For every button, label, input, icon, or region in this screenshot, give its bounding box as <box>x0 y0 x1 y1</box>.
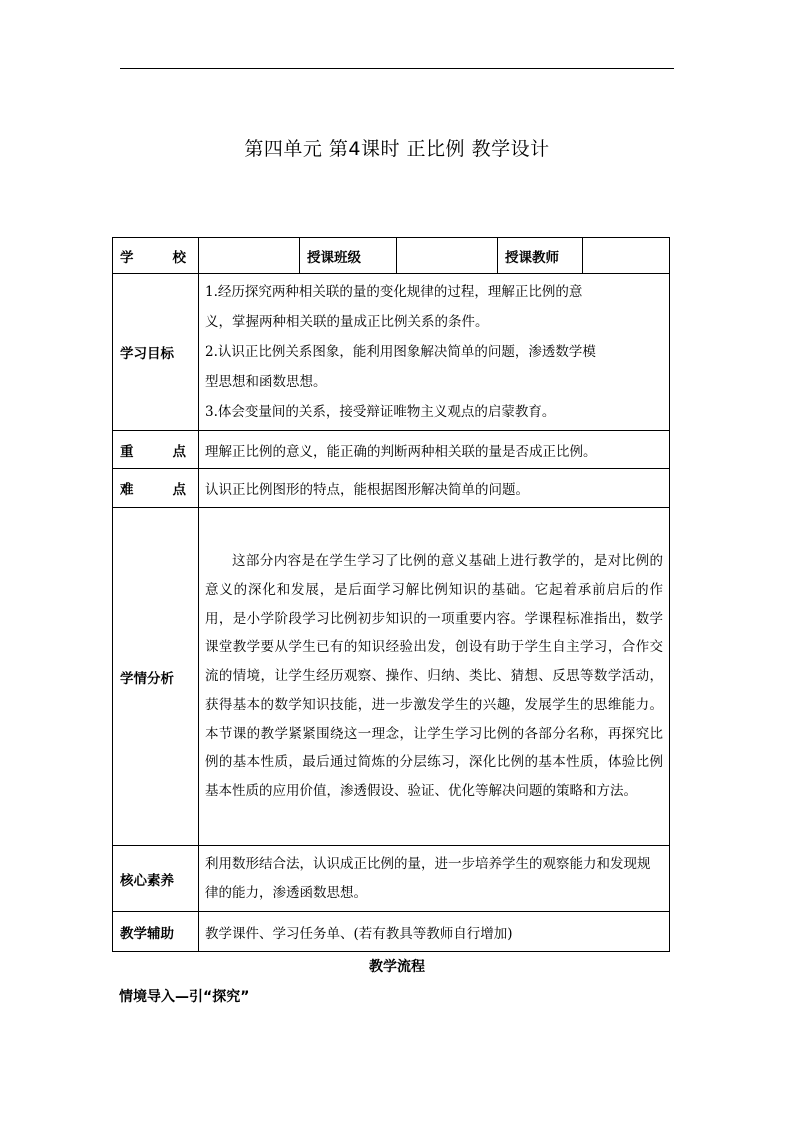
analysis-text: 这部分内容是在学生学习了比例的意义基础上进行教学的，是对比例的意义的深化和发展，是后面学习解比例知识的基础。它起着承前启后的作用，是小学阶段学习比例初步知识的一项重要内容。学课程标准指出，数学课堂教学要从学生已有的知识经验出发，创设有助于学生自主学习，合作交流的情境，让学生经历观察、操作、归纳、类比、猜想、反思等数学活动，获得基本的数学知识技能，进一步激发学生的兴趣，发展学生的思维能力。本节课的教学紧紧围绕这一理念，让学生学习比例的各部分名称，再探究比例的基本性质，最后通过简炼的分层练习，深化比例的基本性质，体验比例基本性质的应用价值，渗透假设、验证、优化等解决问题的策略和方法。 <box>199 508 670 846</box>
table-row-teaching-aids <box>113 912 670 952</box>
key-point-label-char-2: 点 <box>172 443 186 460</box>
class-label: 授课班级 <box>300 238 397 274</box>
teaching-flow-title: 教学流程 <box>369 959 425 975</box>
key-point-label-char-1: 重 <box>120 443 134 460</box>
teacher-label: 授课教师 <box>498 238 583 274</box>
school-label <box>113 238 199 274</box>
table-row-analysis <box>113 508 670 846</box>
objective-line: 1.经历探究两种相关联的量的变化规律的过程，理解正比例的意 <box>205 284 583 300</box>
analysis-label: 学情分析 <box>113 508 199 846</box>
objective-line: 3.体会变量间的关系，接受辩证唯物主义观点的启蒙教育。 <box>205 404 556 420</box>
core-literacy-text: 利用数形结合法，认识成正比例的量，进一步培养学生的观察能力和发现规律的能力，渗透函数思想。 <box>199 846 670 912</box>
difficulty-label-char-1: 难 <box>120 482 134 498</box>
lesson-plan-table <box>112 237 670 952</box>
teacher-value[interactable] <box>583 238 670 274</box>
difficulty-text: 认识正比例图形的特点，能根据图形解决简单的问题。 <box>199 469 670 508</box>
objectives-label: 学习目标 <box>113 274 199 431</box>
table-row-core-literacy <box>113 846 670 912</box>
header-rule <box>120 68 674 69</box>
key-point-label <box>113 431 199 469</box>
section-heading: 情境导入—引“探究” <box>119 989 250 1005</box>
teaching-aids-text: 教学课件、学习任务单、(若有教具等教师自行增加) <box>199 912 670 952</box>
table-row-key-point <box>113 431 670 469</box>
objective-line: 2.认识正比例关系图象，能利用图象解决简单的问题，渗透数学模 <box>205 344 596 360</box>
core-literacy-label: 核心素养 <box>113 846 199 912</box>
objective-line: 型思想和函数思想。 <box>205 374 327 390</box>
table-row-difficulty <box>113 469 670 508</box>
objectives-cell <box>199 274 670 431</box>
school-label-char-1: 学 <box>120 249 134 266</box>
school-label-char-2: 校 <box>172 249 186 266</box>
class-value[interactable] <box>397 238 498 274</box>
difficulty-label <box>113 469 199 508</box>
teaching-aids-label: 教学辅助 <box>113 912 199 952</box>
document-title: 第四单元 第4课时 正比例 教学设计 <box>244 138 550 160</box>
school-value[interactable] <box>199 238 300 274</box>
table-row-header-info <box>113 238 670 274</box>
difficulty-label-char-2: 点 <box>172 482 186 498</box>
objective-line: 义，掌握两种相关联的量成正比例关系的条件。 <box>205 314 489 330</box>
key-point-text: 理解正比例的意义，能正确的判断两种相关联的量是否成正比例。 <box>199 431 670 469</box>
table-row-objectives <box>113 274 670 431</box>
